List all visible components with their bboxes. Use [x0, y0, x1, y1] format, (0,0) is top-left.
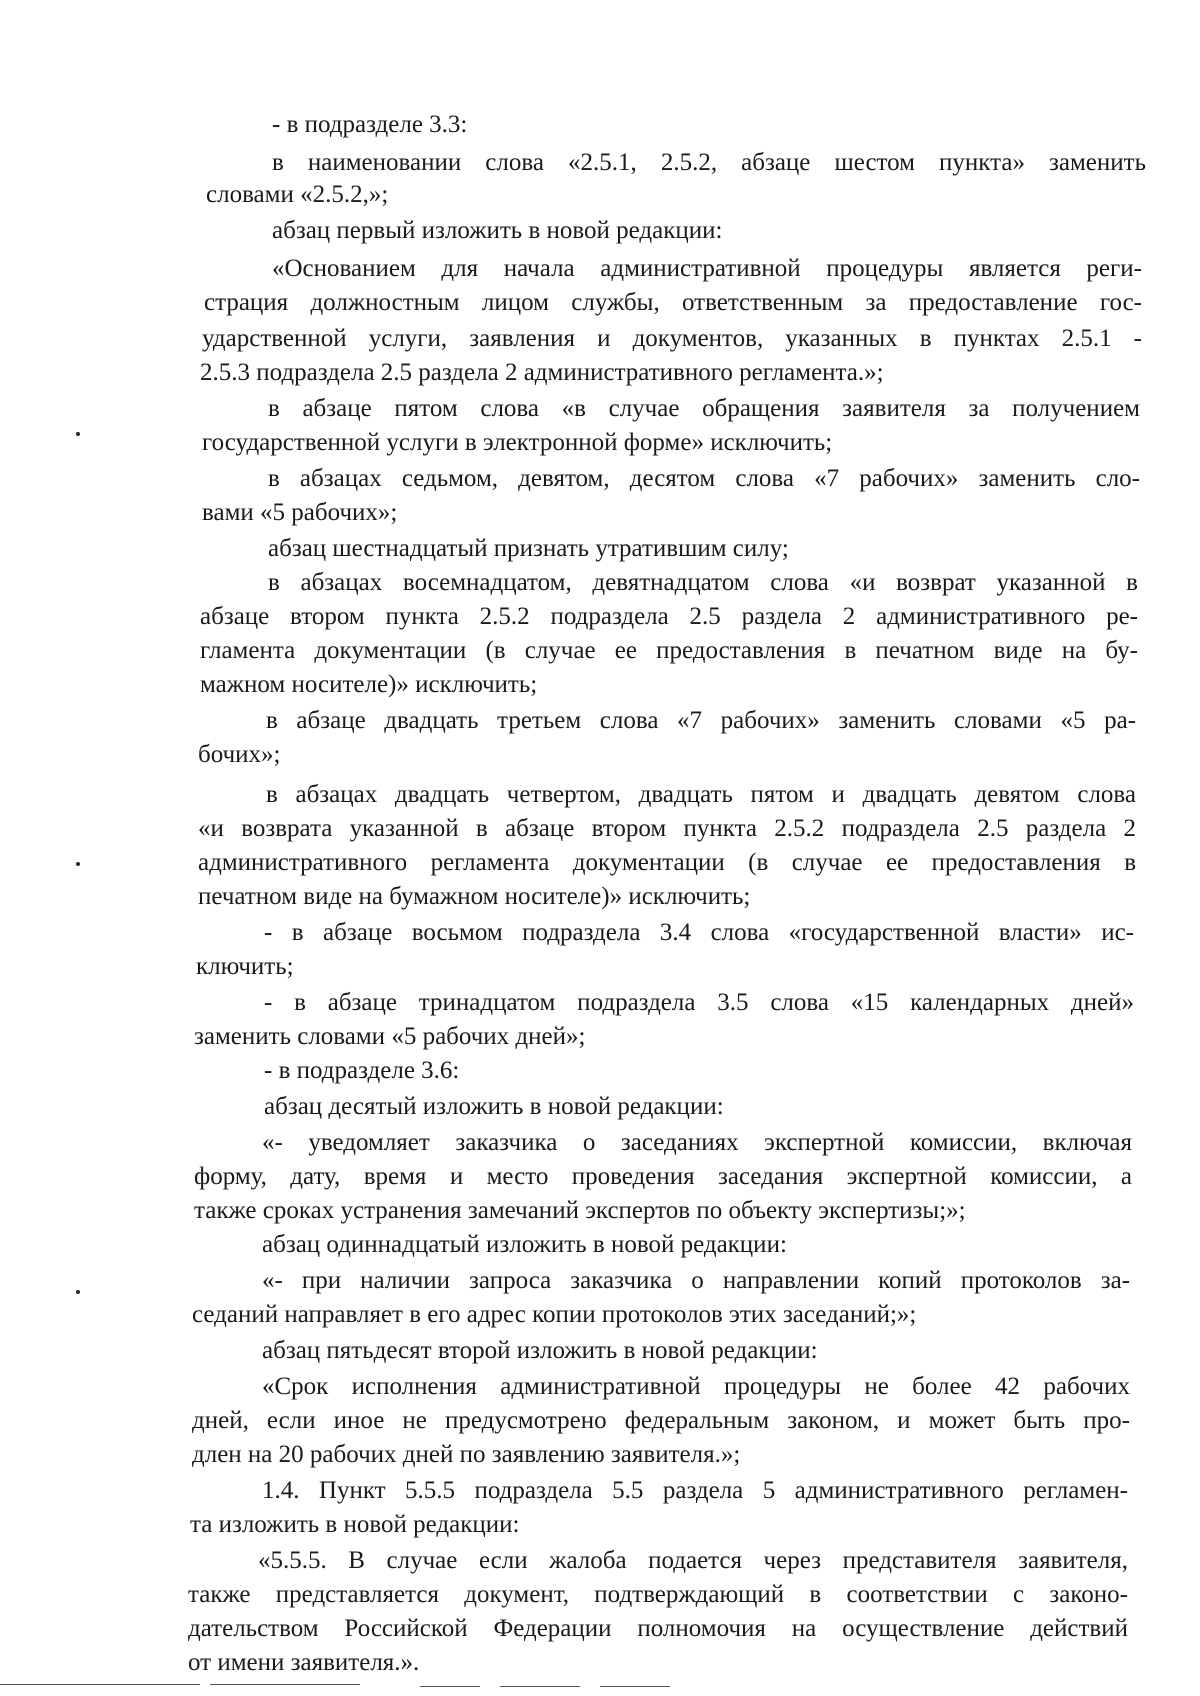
line: страция должностным лицом службы, ответственным за предоставление гос-	[204, 289, 1142, 316]
line: в абзацах восемнадцатом, девятнадцатом слова «и возврат указанной в	[268, 569, 1138, 596]
line: 2.5.3 подраздела 2.5 раздела 2 административного регламента.»;	[200, 359, 884, 386]
bottom-rule	[500, 1686, 580, 1687]
line: 1.4. Пункт 5.5.5 подраздела 5.5 раздела 5 административного регламен-	[262, 1477, 1128, 1504]
line: мажном носителе)» исключить;	[200, 671, 538, 698]
line: - в абзаце восьмом подраздела 3.4 слова «государственной власти» ис-	[264, 919, 1134, 946]
line: абзац одиннадцатый изложить в новой редакции:	[262, 1231, 787, 1258]
line: в абзацах двадцать четвертом, двадцать пятом и двадцать девятом слова	[266, 781, 1136, 808]
line: «- при наличии запроса заказчика о направлении копий протоколов за-	[262, 1267, 1130, 1294]
line: длен на 20 рабочих дней по заявлению заявителя.»;	[192, 1441, 741, 1468]
line: абзац пятьдесят второй изложить в новой редакции:	[262, 1337, 818, 1364]
line: гламента документации (в случае ее предоставления в печатном виде на бу-	[200, 637, 1138, 664]
line: «и возврата указанной в абзаце втором пункта 2.5.2 подраздела 2.5 раздела 2	[198, 815, 1136, 842]
line: печатном виде на бумажном носителе)» исключить;	[198, 883, 751, 910]
line: заменить словами «5 рабочих дней»;	[194, 1023, 586, 1050]
line: в абзаце двадцать третьем слова «7 рабочих» заменить словами «5 ра-	[266, 707, 1136, 734]
line: - в подразделе 3.6:	[264, 1057, 460, 1084]
line: бочих»;	[198, 741, 281, 768]
margin-mark	[76, 1290, 80, 1294]
line: абзац десятый изложить в новой редакции:	[264, 1093, 724, 1120]
margin-mark	[76, 432, 80, 436]
line: седаний направляет в его адрес копии протоколов этих заседаний;»;	[192, 1301, 917, 1328]
line: форму, дату, время и место проведения заседания экспертной комиссии, а	[194, 1163, 1132, 1190]
line: в абзацах седьмом, девятом, десятом слова «7 рабочих» заменить сло-	[268, 465, 1140, 492]
line: дней, если иное не предусмотрено федеральным законом, и может быть про-	[192, 1407, 1130, 1434]
line: абзаце втором пункта 2.5.2 подраздела 2.5 раздела 2 административного ре-	[200, 603, 1138, 630]
line: в абзаце пятом слова «в случае обращения заявителя за получением	[268, 395, 1140, 422]
line: «Основанием для начала административной процедуры является реги-	[272, 255, 1142, 282]
line: государственной услуги в электронной форме» исключить;	[202, 429, 833, 456]
line: - в подразделе 3.3:	[272, 111, 468, 138]
line: вами «5 рабочих»;	[202, 499, 398, 526]
line: также сроках устранения замечаний экспертов по объекту экспертизы;»;	[194, 1197, 966, 1224]
bottom-rule	[0, 1684, 200, 1685]
bottom-rule	[210, 1684, 360, 1685]
bottom-rule	[420, 1686, 480, 1687]
line: административного регламента документации (в случае ее предоставления в	[198, 849, 1136, 876]
line: «Срок исполнения административной процедуры не более 42 рабочих	[262, 1373, 1130, 1400]
line: также представляется документ, подтверждающий в соответствии с законо-	[188, 1581, 1128, 1608]
line: «5.5.5. В случае если жалоба подается через представителя заявителя,	[258, 1547, 1128, 1574]
line: абзац шестнадцатый признать утратившим силу;	[268, 535, 789, 562]
line: - в абзаце тринадцатом подраздела 3.5 слова «15 календарных дней»	[264, 989, 1134, 1016]
line: дательством Российской Федерации полномочия на осуществление действий	[188, 1615, 1128, 1642]
line: та изложить в новой редакции:	[190, 1511, 520, 1538]
line: в наименовании слова «2.5.1, 2.5.2, абзаце шестом пункта» заменить	[272, 149, 1146, 176]
line: ключить;	[196, 953, 294, 980]
line: словами «2.5.2,»;	[206, 181, 389, 208]
line: абзац первый изложить в новой редакции:	[272, 217, 723, 244]
line: от имени заявителя.».	[188, 1649, 420, 1676]
bottom-rule	[600, 1686, 670, 1687]
line: «- уведомляет заказчика о заседаниях экспертной комиссии, включая	[262, 1129, 1132, 1156]
line: ударственной услуги, заявления и документов, указанных в пунктах 2.5.1 -	[202, 325, 1142, 352]
margin-mark	[76, 862, 80, 866]
